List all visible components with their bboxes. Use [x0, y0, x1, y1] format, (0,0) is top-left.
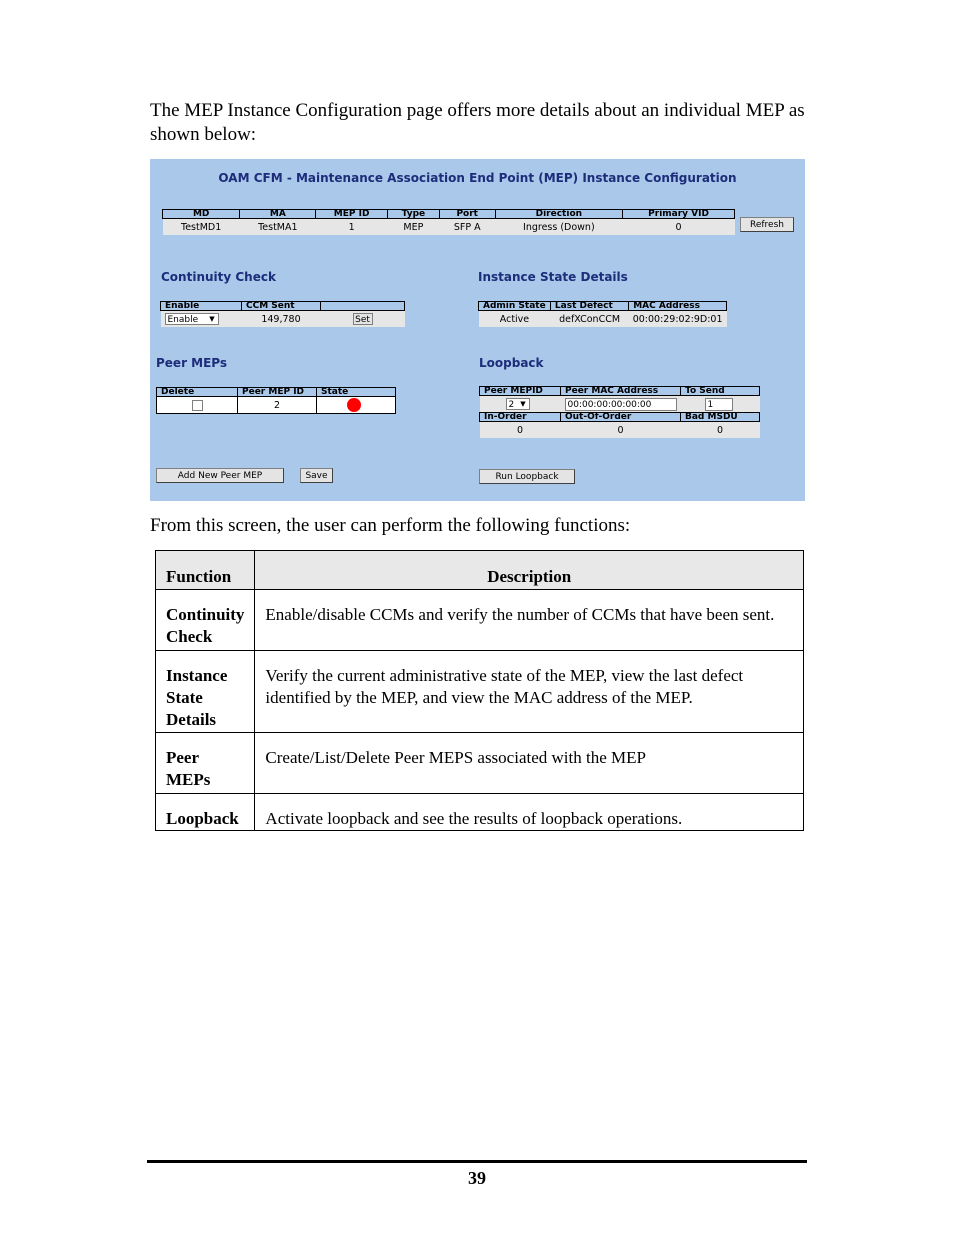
- cell-state: [317, 397, 396, 414]
- col-bad-msdu: Bad MSDU: [681, 413, 760, 422]
- table-row: [163, 219, 735, 236]
- cell-direction: Ingress (Down): [495, 219, 623, 236]
- description-instance-state-details: Verify the current administrative state of the MEP, view the last defect identified by the MEP, and view the MAC address of the MEP.: [255, 651, 804, 733]
- cell-out-of-order: 0: [561, 422, 681, 439]
- col-enable: Enable: [161, 302, 242, 311]
- col-mac-address: MAC Address: [629, 302, 727, 311]
- cell-peer-mepid: [480, 396, 561, 413]
- page-number: 39: [468, 1168, 486, 1188]
- intro-line-1: The MEP Instance Configuration page offers more details about an individual MEP as: [150, 100, 805, 121]
- cell-mac-address: 00:00:29:02:9D:01: [629, 311, 727, 328]
- col-peer-mepid: Peer MEPID: [480, 387, 561, 396]
- cell-type: MEP: [387, 219, 439, 236]
- col-last-defect: Last Defect: [550, 302, 628, 311]
- col-mep-id: MEP ID: [316, 210, 388, 219]
- refresh-button[interactable]: Refresh: [740, 217, 794, 232]
- functions-table: [155, 550, 804, 831]
- col-out-of-order: Out-Of-Order: [561, 413, 681, 422]
- cell-in-order: 0: [480, 422, 561, 439]
- cell-peer-mac: [561, 396, 681, 413]
- col-action: [321, 302, 405, 311]
- instance-state-table: [478, 301, 727, 327]
- table-row: [480, 422, 760, 439]
- loopback-title: Loopback: [479, 356, 544, 370]
- peer-mac-input[interactable]: 00:00:00:00:00:00: [565, 398, 677, 411]
- function-continuity-check: Continuity Check: [156, 590, 255, 651]
- intro-line-2: shown below:: [150, 124, 257, 145]
- functions-intro: From this screen, the user can perform the following functions:: [150, 515, 631, 536]
- chevron-down-icon: ▼: [209, 315, 215, 323]
- mep-summary-table: [162, 209, 735, 235]
- description-loopback: Activate loopback and see the results of loopback operations.: [255, 794, 804, 831]
- col-peer-mac: Peer MAC Address: [561, 387, 681, 396]
- table-row: [480, 396, 760, 413]
- table-row: [157, 397, 396, 414]
- cell-set: [321, 311, 405, 328]
- enable-select[interactable]: [165, 313, 219, 325]
- col-delete: Delete: [157, 388, 238, 397]
- col-state: State: [317, 388, 396, 397]
- cell-enable: [161, 311, 242, 328]
- peer-meps-table: [156, 387, 396, 414]
- col-in-order: In-Order: [480, 413, 561, 422]
- table-row: [156, 733, 804, 794]
- instance-state-title: Instance State Details: [478, 270, 628, 284]
- table-row: [479, 311, 727, 328]
- function-peer-meps: Peer MEPs: [156, 733, 255, 794]
- function-loopback: Loopback: [156, 794, 255, 831]
- peer-mepid-value: 2: [508, 400, 515, 410]
- col-direction: Direction: [495, 210, 623, 219]
- cell-peer-mep-id: 2: [238, 397, 317, 414]
- col-peer-mep-id: Peer MEP ID: [238, 388, 317, 397]
- col-md: MD: [163, 210, 240, 219]
- continuity-check-title: Continuity Check: [161, 270, 276, 284]
- col-admin-state: Admin State: [479, 302, 551, 311]
- cell-last-defect: defXConCCM: [550, 311, 628, 328]
- table-row: [156, 651, 804, 733]
- set-button[interactable]: Set: [353, 313, 373, 325]
- save-button[interactable]: Save: [300, 468, 333, 483]
- peer-mepid-select[interactable]: [506, 398, 530, 410]
- col-primary-vid: Primary VID: [623, 210, 735, 219]
- col-description: Description: [255, 551, 804, 590]
- col-type: Type: [387, 210, 439, 219]
- cell-port: SFP A: [439, 219, 495, 236]
- col-ccm-sent: CCM Sent: [242, 302, 321, 311]
- cell-ccm-sent: 149,780: [242, 311, 321, 328]
- function-instance-state-details: Instance State Details: [156, 651, 255, 733]
- col-function: Function: [156, 551, 255, 590]
- col-to-send: To Send: [681, 387, 760, 396]
- delete-checkbox[interactable]: [192, 400, 203, 411]
- cell-to-send: [681, 396, 760, 413]
- table-row: [156, 590, 804, 651]
- cell-admin-state: Active: [479, 311, 551, 328]
- cell-bad-msdu: 0: [681, 422, 760, 439]
- cell-ma: TestMA1: [240, 219, 316, 236]
- loopback-table: [479, 386, 760, 438]
- col-port: Port: [439, 210, 495, 219]
- cell-md: TestMD1: [163, 219, 240, 236]
- chevron-down-icon: ▼: [520, 400, 526, 408]
- cell-mep-id: 1: [316, 219, 388, 236]
- footer-divider: [147, 1160, 807, 1163]
- enable-select-value: Enable: [167, 315, 199, 325]
- description-peer-meps: Create/List/Delete Peer MEPS associated with the MEP: [255, 733, 804, 794]
- peer-meps-title: Peer MEPs: [156, 356, 228, 370]
- col-ma: MA: [240, 210, 316, 219]
- to-send-input[interactable]: 1: [705, 398, 733, 411]
- mep-config-screenshot: [150, 159, 805, 501]
- state-indicator-icon: [347, 398, 361, 412]
- add-new-peer-mep-button[interactable]: Add New Peer MEP: [156, 468, 284, 483]
- run-loopback-button[interactable]: Run Loopback: [479, 469, 575, 484]
- table-row: [156, 794, 804, 831]
- continuity-check-table: [160, 301, 405, 327]
- cell-primary-vid: 0: [623, 219, 735, 236]
- panel-title: OAM CFM - Maintenance Association End Point (MEP) Instance Configuration: [218, 171, 737, 185]
- cell-delete: [157, 397, 238, 414]
- table-row: [161, 311, 405, 328]
- description-continuity-check: Enable/disable CCMs and verify the number of CCMs that have been sent.: [255, 590, 804, 651]
